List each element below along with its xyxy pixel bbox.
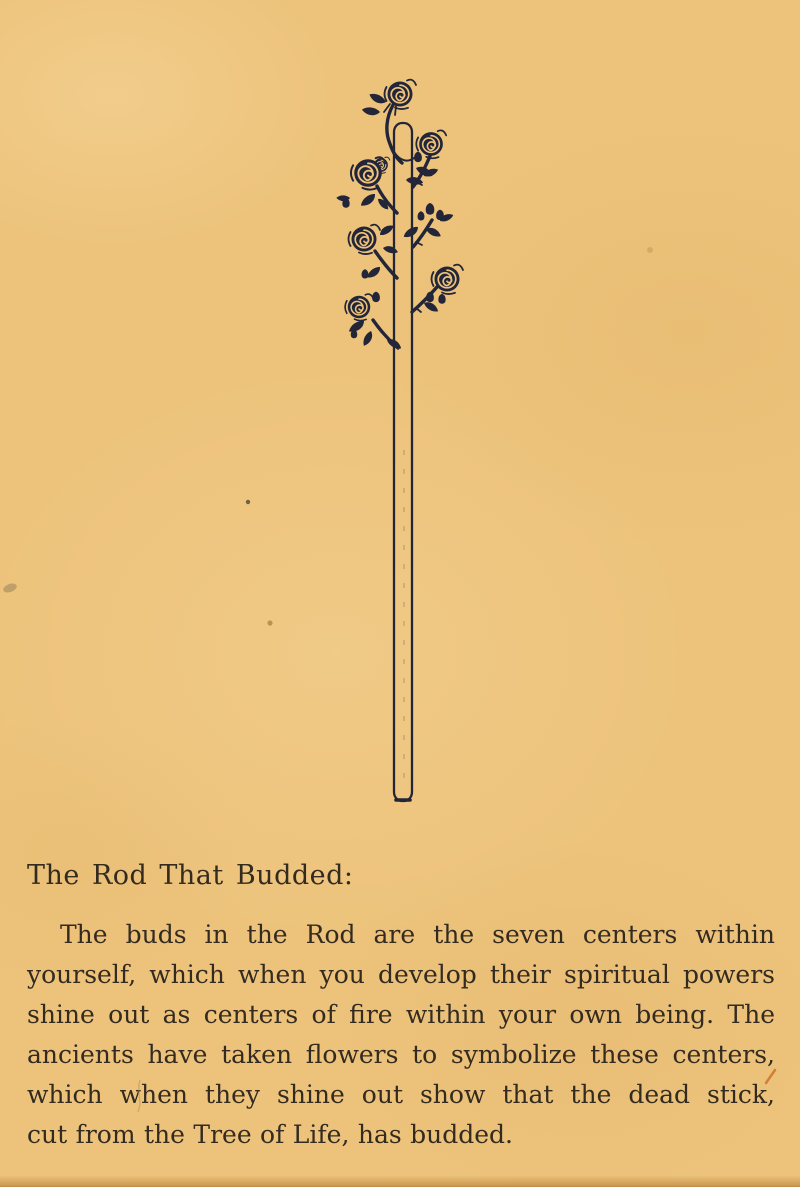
paper-smudge (2, 582, 18, 594)
caption-title: The Rod That Budded: (27, 860, 354, 891)
rod (394, 123, 412, 801)
paragraph-line: which when they shine out show that the dead stick, (27, 1080, 775, 1109)
paragraph-line: cut from the Tree of Life, has budded. (27, 1120, 513, 1149)
caption-block (27, 856, 775, 1155)
rose-branch-top (361, 80, 416, 163)
page-bottom-edge (0, 1175, 800, 1187)
paper-speck (246, 500, 250, 504)
rose-branch-right-3 (412, 265, 463, 315)
paper-speck (267, 620, 272, 625)
paragraph-line: yourself, which when you develop their spiritual powers (27, 960, 775, 989)
paper-speck (647, 247, 653, 253)
rose-branch-right-2 (402, 203, 455, 247)
rose-branch-left-1 (336, 157, 424, 213)
rod-outline (394, 123, 412, 801)
paragraph-line: The buds in the Rod are the seven centers within (60, 920, 775, 949)
paragraph-line: ancients have taken flowers to symbolize these centers, (27, 1040, 775, 1069)
rod-illustration (330, 60, 480, 805)
body-paragraph (27, 915, 775, 1155)
paragraph-line: shine out as centers of fire within your own being. The (27, 1000, 775, 1029)
rose-branch-left-2 (349, 223, 399, 279)
